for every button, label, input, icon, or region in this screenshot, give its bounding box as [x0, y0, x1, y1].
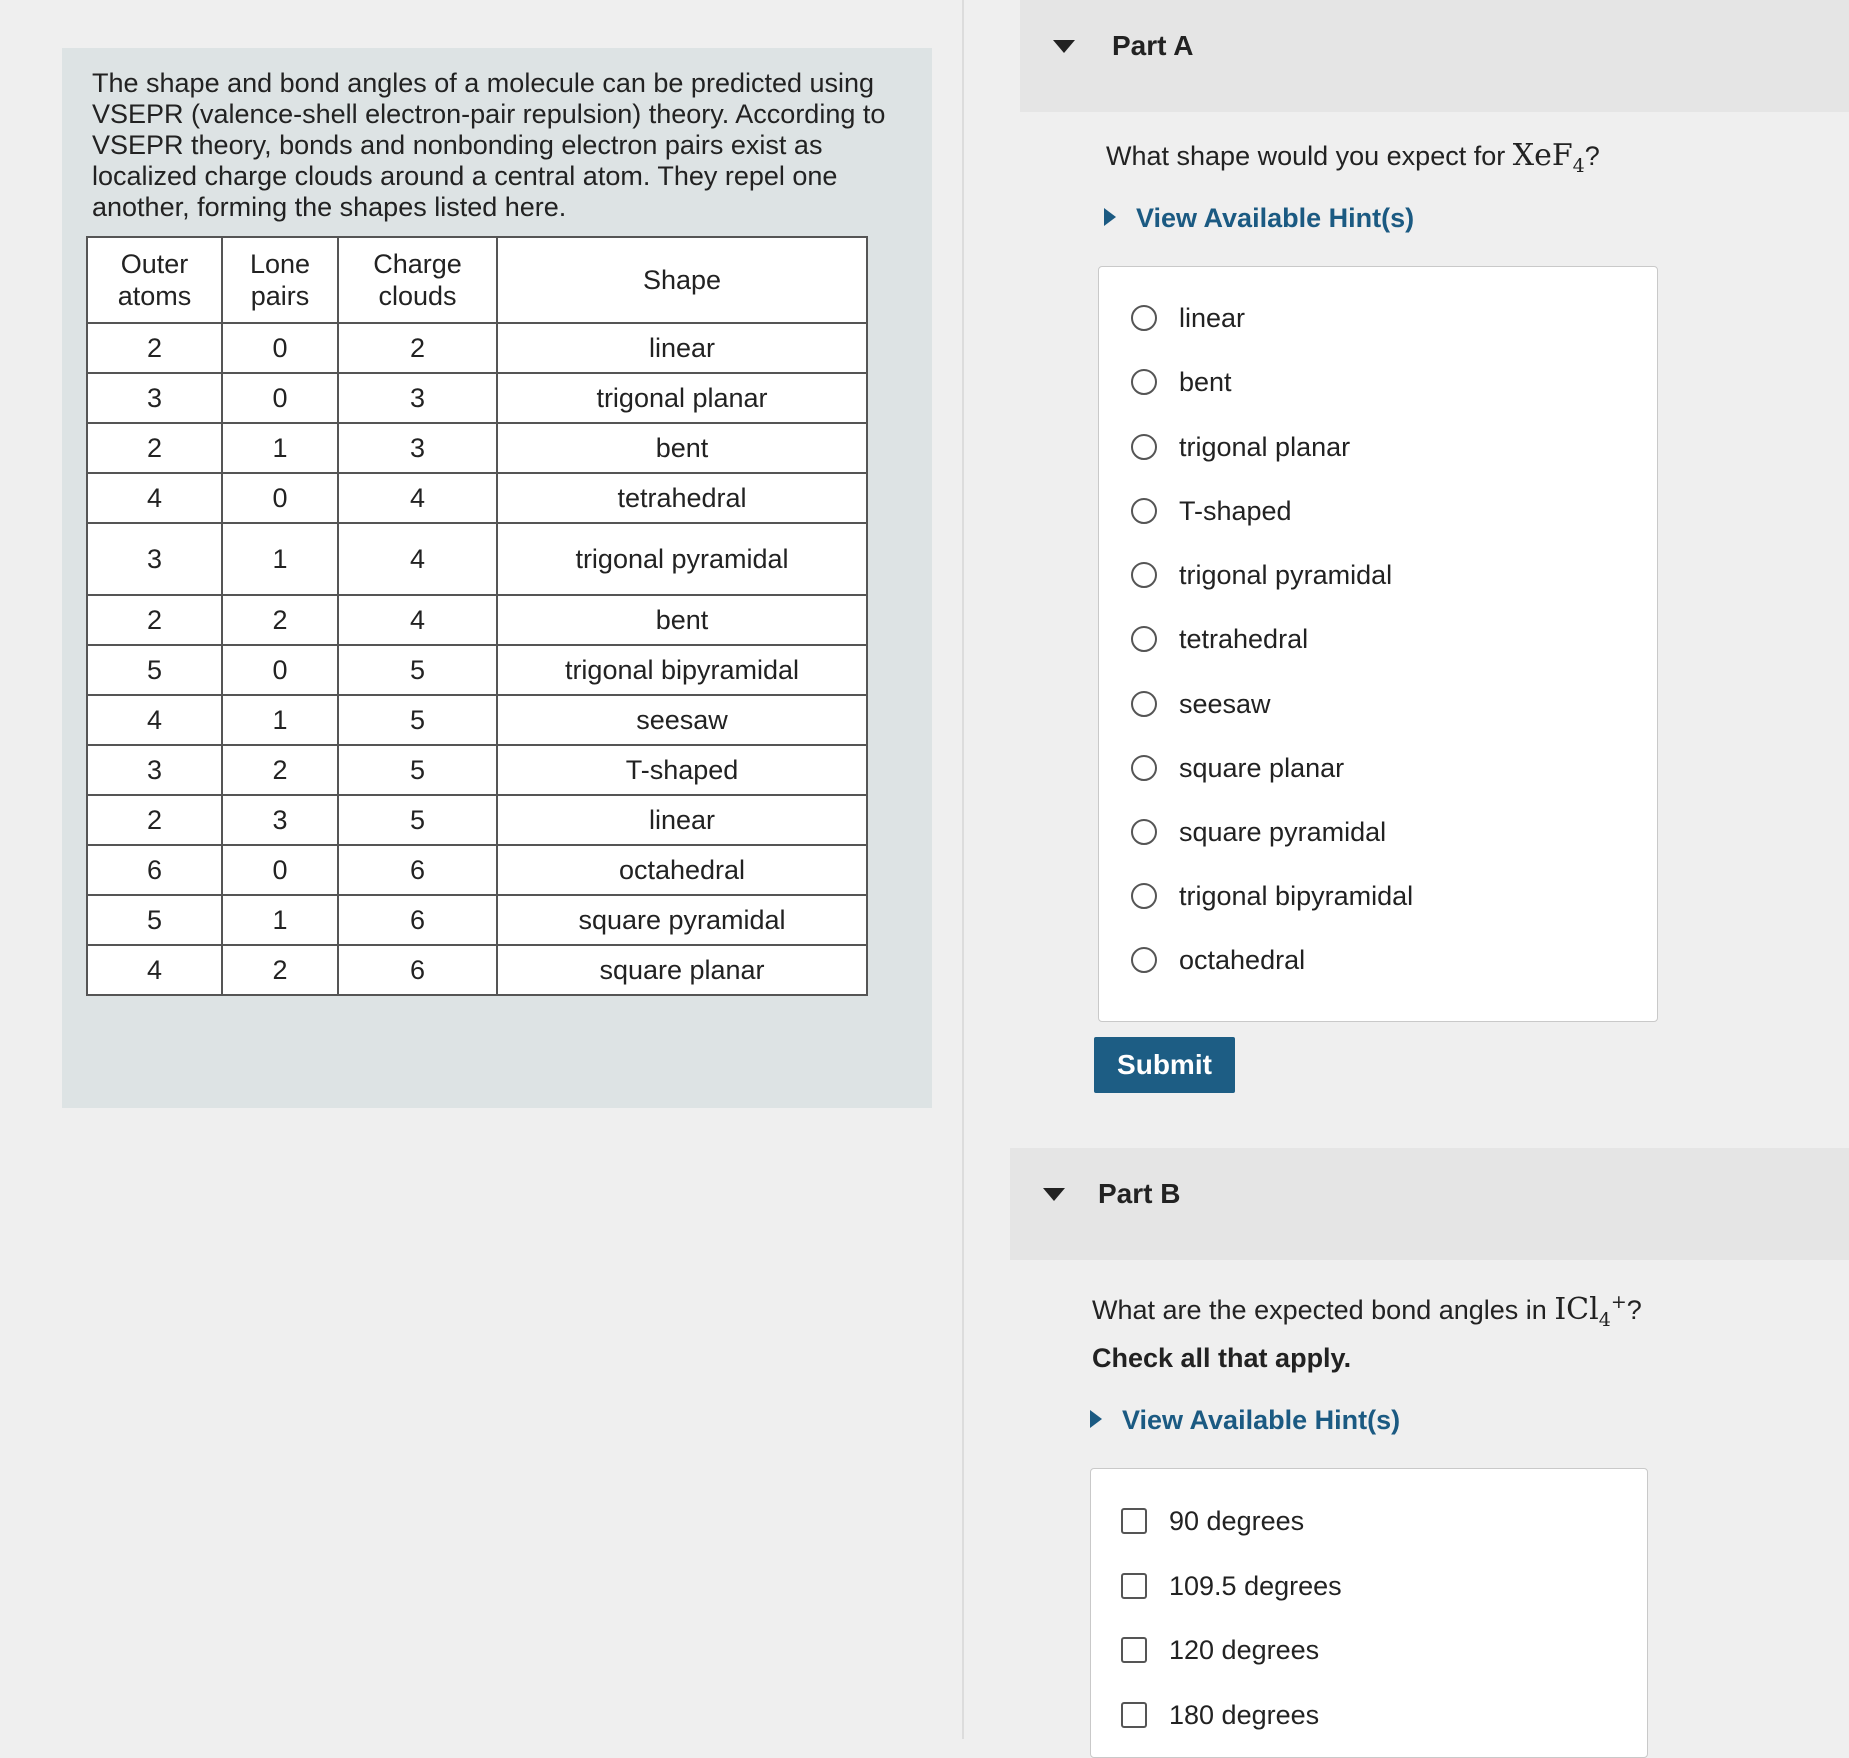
- option-square-planar[interactable]: square planar: [1131, 748, 1344, 788]
- cell-charge-clouds: 6: [338, 895, 497, 945]
- column-divider: [962, 0, 964, 1739]
- cell-outer-atoms: 4: [87, 695, 222, 745]
- expand-triangle-icon: [1104, 208, 1116, 226]
- cell-shape: linear: [497, 795, 867, 845]
- option-t-shaped[interactable]: T-shaped: [1131, 491, 1292, 531]
- cell-charge-clouds: 2: [338, 323, 497, 373]
- checkbox[interactable]: [1121, 1637, 1147, 1663]
- radio-button[interactable]: [1131, 369, 1157, 395]
- part-b-question: What are the expected bond angles in ICl$_4$+?: [1092, 1291, 1642, 1331]
- cell-lone-pairs: 0: [222, 323, 338, 373]
- table-row: [87, 695, 867, 745]
- cell-shape: octahedral: [497, 845, 867, 895]
- cell-charge-clouds: 6: [338, 945, 497, 995]
- radio-button[interactable]: [1131, 819, 1157, 845]
- option-tetrahedral[interactable]: tetrahedral: [1131, 619, 1308, 659]
- submit-button[interactable]: Submit: [1094, 1037, 1235, 1093]
- cell-charge-clouds: 5: [338, 795, 497, 845]
- cell-outer-atoms: 5: [87, 895, 222, 945]
- table-row: [87, 845, 867, 895]
- radio-button[interactable]: [1131, 305, 1157, 331]
- radio-button[interactable]: [1131, 691, 1157, 717]
- cell-lone-pairs: 1: [222, 523, 338, 595]
- table-row: [87, 373, 867, 423]
- cell-charge-clouds: 5: [338, 695, 497, 745]
- cell-shape: trigonal pyramidal: [497, 523, 867, 595]
- cell-outer-atoms: 4: [87, 945, 222, 995]
- table-header-row: [87, 237, 867, 323]
- part-a-title: Part A: [1112, 30, 1194, 61]
- table-row: [87, 795, 867, 845]
- cell-lone-pairs: 1: [222, 423, 338, 473]
- cell-charge-clouds: 3: [338, 423, 497, 473]
- cell-outer-atoms: 3: [87, 523, 222, 595]
- option-bent[interactable]: bent: [1131, 362, 1232, 402]
- checkbox[interactable]: [1121, 1702, 1147, 1728]
- cell-lone-pairs: 0: [222, 645, 338, 695]
- cell-charge-clouds: 4: [338, 523, 497, 595]
- option-seesaw[interactable]: seesaw: [1131, 684, 1271, 724]
- cell-outer-atoms: 2: [87, 795, 222, 845]
- cell-shape: trigonal planar: [497, 373, 867, 423]
- part-b-answer-box: [1090, 1468, 1648, 1758]
- cell-outer-atoms: 3: [87, 373, 222, 423]
- table-row: [87, 745, 867, 795]
- expand-triangle-icon: [1090, 1410, 1102, 1428]
- cell-outer-atoms: 2: [87, 323, 222, 373]
- option-square-pyramidal[interactable]: square pyramidal: [1131, 812, 1386, 852]
- cell-shape: bent: [497, 423, 867, 473]
- cell-lone-pairs: 0: [222, 845, 338, 895]
- option-octahedral[interactable]: octahedral: [1131, 940, 1305, 980]
- header-lone-pairs: Lone pairs: [222, 237, 338, 323]
- part-b-hint-link[interactable]: View Available Hint(s): [1090, 1405, 1400, 1436]
- part-a-hint-link[interactable]: View Available Hint(s): [1104, 203, 1414, 234]
- header-outer-atoms: Outer atoms: [87, 237, 222, 323]
- cell-lone-pairs: 1: [222, 895, 338, 945]
- vsepr-table: [86, 236, 868, 996]
- cell-charge-clouds: 4: [338, 473, 497, 523]
- table-row: [87, 523, 867, 595]
- cell-shape: seesaw: [497, 695, 867, 745]
- formula-icl4-plus: ICl$_4$+: [1554, 1291, 1627, 1331]
- radio-button[interactable]: [1131, 498, 1157, 524]
- radio-button[interactable]: [1131, 755, 1157, 781]
- cell-lone-pairs: 3: [222, 795, 338, 845]
- option-109-5-degrees[interactable]: 109.5 degrees: [1121, 1566, 1342, 1606]
- radio-button[interactable]: [1131, 883, 1157, 909]
- table-row: [87, 473, 867, 523]
- part-b-title: Part B: [1098, 1178, 1181, 1209]
- cell-outer-atoms: 6: [87, 845, 222, 895]
- part-a-header[interactable]: [1020, 0, 1849, 112]
- cell-charge-clouds: 5: [338, 645, 497, 695]
- intro-text: The shape and bond angles of a molecule can be predicted using VSEPR (valence-shell electron-pair repulsion) theory. According to VSEPR theory, bonds and nonbonding electron pairs exist as localized charge clouds around a central atom. They repel one another, forming the shapes listed here.: [92, 68, 886, 222]
- table-row: [87, 645, 867, 695]
- cell-outer-atoms: 3: [87, 745, 222, 795]
- part-a-question: What shape would you expect for XeF$_4$?: [1106, 138, 1600, 177]
- table-row: [87, 945, 867, 995]
- formula-xef4: XeF$_4$: [1512, 138, 1585, 177]
- cell-lone-pairs: 1: [222, 695, 338, 745]
- cell-charge-clouds: 3: [338, 373, 497, 423]
- part-b-instruction: Check all that apply.: [1092, 1343, 1352, 1373]
- cell-shape: linear: [497, 323, 867, 373]
- option-trigonal-pyramidal[interactable]: trigonal pyramidal: [1131, 555, 1392, 595]
- collapse-caret-icon[interactable]: [1053, 40, 1075, 53]
- cell-shape: square pyramidal: [497, 895, 867, 945]
- cell-shape: tetrahedral: [497, 473, 867, 523]
- cell-lone-pairs: 2: [222, 595, 338, 645]
- cell-outer-atoms: 4: [87, 473, 222, 523]
- option-180-degrees[interactable]: 180 degrees: [1121, 1695, 1319, 1735]
- cell-shape: square planar: [497, 945, 867, 995]
- option-90-degrees[interactable]: 90 degrees: [1121, 1501, 1304, 1541]
- cell-lone-pairs: 0: [222, 473, 338, 523]
- header-shape: Shape: [497, 237, 867, 323]
- radio-button[interactable]: [1131, 947, 1157, 973]
- cell-lone-pairs: 0: [222, 373, 338, 423]
- cell-lone-pairs: 2: [222, 745, 338, 795]
- radio-button[interactable]: [1131, 562, 1157, 588]
- info-panel: [62, 48, 932, 1108]
- table-row: [87, 895, 867, 945]
- option-trigonal-bipyramidal[interactable]: trigonal bipyramidal: [1131, 876, 1413, 916]
- part-b-header[interactable]: [1010, 1148, 1849, 1260]
- radio-button[interactable]: [1131, 434, 1157, 460]
- cell-shape: T-shaped: [497, 745, 867, 795]
- cell-charge-clouds: 4: [338, 595, 497, 645]
- table-row: [87, 595, 867, 645]
- part-a-answer-box: [1098, 266, 1658, 1022]
- option-120-degrees[interactable]: 120 degrees: [1121, 1630, 1319, 1670]
- cell-outer-atoms: 2: [87, 423, 222, 473]
- cell-outer-atoms: 2: [87, 595, 222, 645]
- cell-charge-clouds: 5: [338, 745, 497, 795]
- checkbox[interactable]: [1121, 1508, 1147, 1534]
- cell-outer-atoms: 5: [87, 645, 222, 695]
- cell-charge-clouds: 6: [338, 845, 497, 895]
- cell-lone-pairs: 2: [222, 945, 338, 995]
- table-row: [87, 423, 867, 473]
- option-linear[interactable]: linear: [1131, 298, 1245, 338]
- table-row: [87, 323, 867, 373]
- cell-shape: bent: [497, 595, 867, 645]
- radio-button[interactable]: [1131, 626, 1157, 652]
- collapse-caret-icon[interactable]: [1043, 1188, 1065, 1201]
- checkbox[interactable]: [1121, 1573, 1147, 1599]
- header-charge-clouds: Charge clouds: [338, 237, 497, 323]
- option-trigonal-planar[interactable]: trigonal planar: [1131, 427, 1350, 467]
- cell-shape: trigonal bipyramidal: [497, 645, 867, 695]
